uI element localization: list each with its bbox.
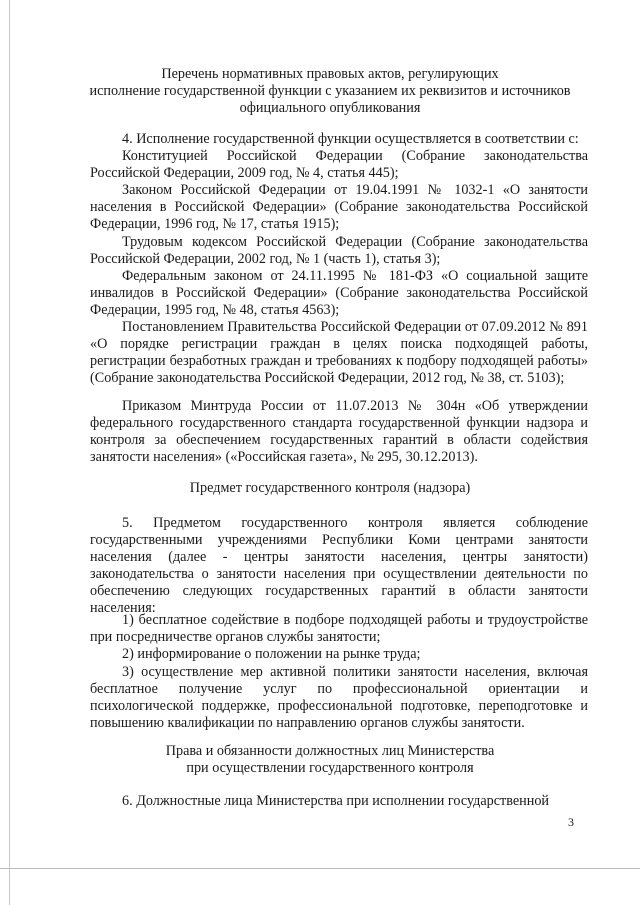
section4-intro: 4. Исполнение государственной функции осуществляется в соответствии с: bbox=[122, 131, 579, 147]
scan-edge-left bbox=[9, 0, 10, 905]
section5-item-2: 2) информирование о положении на рынке труда; bbox=[122, 646, 421, 662]
heading-line: при осуществлении государственного контроля bbox=[186, 760, 474, 776]
subject-heading: Предмет государственного контроля (надзора) bbox=[189, 480, 471, 496]
section5-item-1: 1) бесплатное содействие в подборе подходящей работы и трудоустройстве при посредничестве органов службы занятости; bbox=[90, 612, 588, 645]
heading-line: Права и обязанности должностных лиц Министерства bbox=[165, 743, 495, 759]
section4-item-labor-code: Трудовым кодексом Российской Федерации (Собрание законодательства Российской Федерации, 2002 год, № 1 (часть 1), статья 3); bbox=[90, 234, 588, 267]
acts-list-heading bbox=[60, 66, 600, 117]
heading-line: Перечень нормативных правовых актов, регулирующих bbox=[161, 66, 499, 82]
heading-line: официального опубликования bbox=[239, 100, 421, 116]
section4-item-disability-law: Федеральным законом от 24.11.1995 № 181-ФЗ «О социальной защите инвалидов в Российской Федерации» (Собрание законодательства Российской Федерации, 1995 год, № 48, статья 4563); bbox=[90, 268, 588, 318]
section5-item-3: 3) осуществление мер активной политики занятости населения, включая бесплатное получение услуг по профессиональной ориентации и психологической поддержке, профессиональной подготовке, переподготовке и повышению квалификации по направлению органов службы занятости. bbox=[90, 664, 588, 731]
heading-line: исполнение государственной функции с указанием их реквизитов и источников bbox=[89, 83, 571, 99]
section4-item-constitution: Конституцией Российской Федерации (Собрание законодательства Российской Федерации, 2009 год, № 4, статья 445); bbox=[90, 148, 588, 181]
section4-item-government-decree: Постановлением Правительства Российской Федерации от 07.09.2012 № 891 «О порядке регистрации граждан в целях поиска подходящей работы, регистрации безработных граждан и требованиях к подбору подходящей работы» (Собрание законодательства Российской Федерации, 2012 год, № 38, ст. 5103); bbox=[90, 319, 588, 386]
page-number: 3 bbox=[568, 815, 574, 829]
scan-edge-bottom bbox=[0, 868, 640, 869]
section4-item-employment-law: Законом Российской Федерации от 19.04.1991 № 1032-1 «О занятости населения в Российской Федерации» (Собрание законодательства Российской Федерации, 1996 год, № 17, статья 1915); bbox=[90, 182, 588, 232]
section5-text: 5. Предметом государственного контроля является соблюдение государственными учреждениями Республики Коми центрами занятости населения (далее - центры занятости населения, центры занятости) законодательства о занятости населения при осуществлении деятельности по обеспечению следующих государственных гарантий в области занятости населения: bbox=[90, 515, 588, 616]
rights-heading bbox=[60, 743, 600, 777]
section6-text: 6. Должностные лица Министерства при исполнении государственной bbox=[122, 793, 550, 809]
section4-item-mintrud-order: Приказом Минтруда России от 11.07.2013 № 304н «Об утверждении федерального государственного стандарта государственной функции надзора и контроля за обеспечением государственных гарантий в области содействия занятости населения» («Российская газета», № 295, 30.12.2013). bbox=[90, 398, 588, 465]
